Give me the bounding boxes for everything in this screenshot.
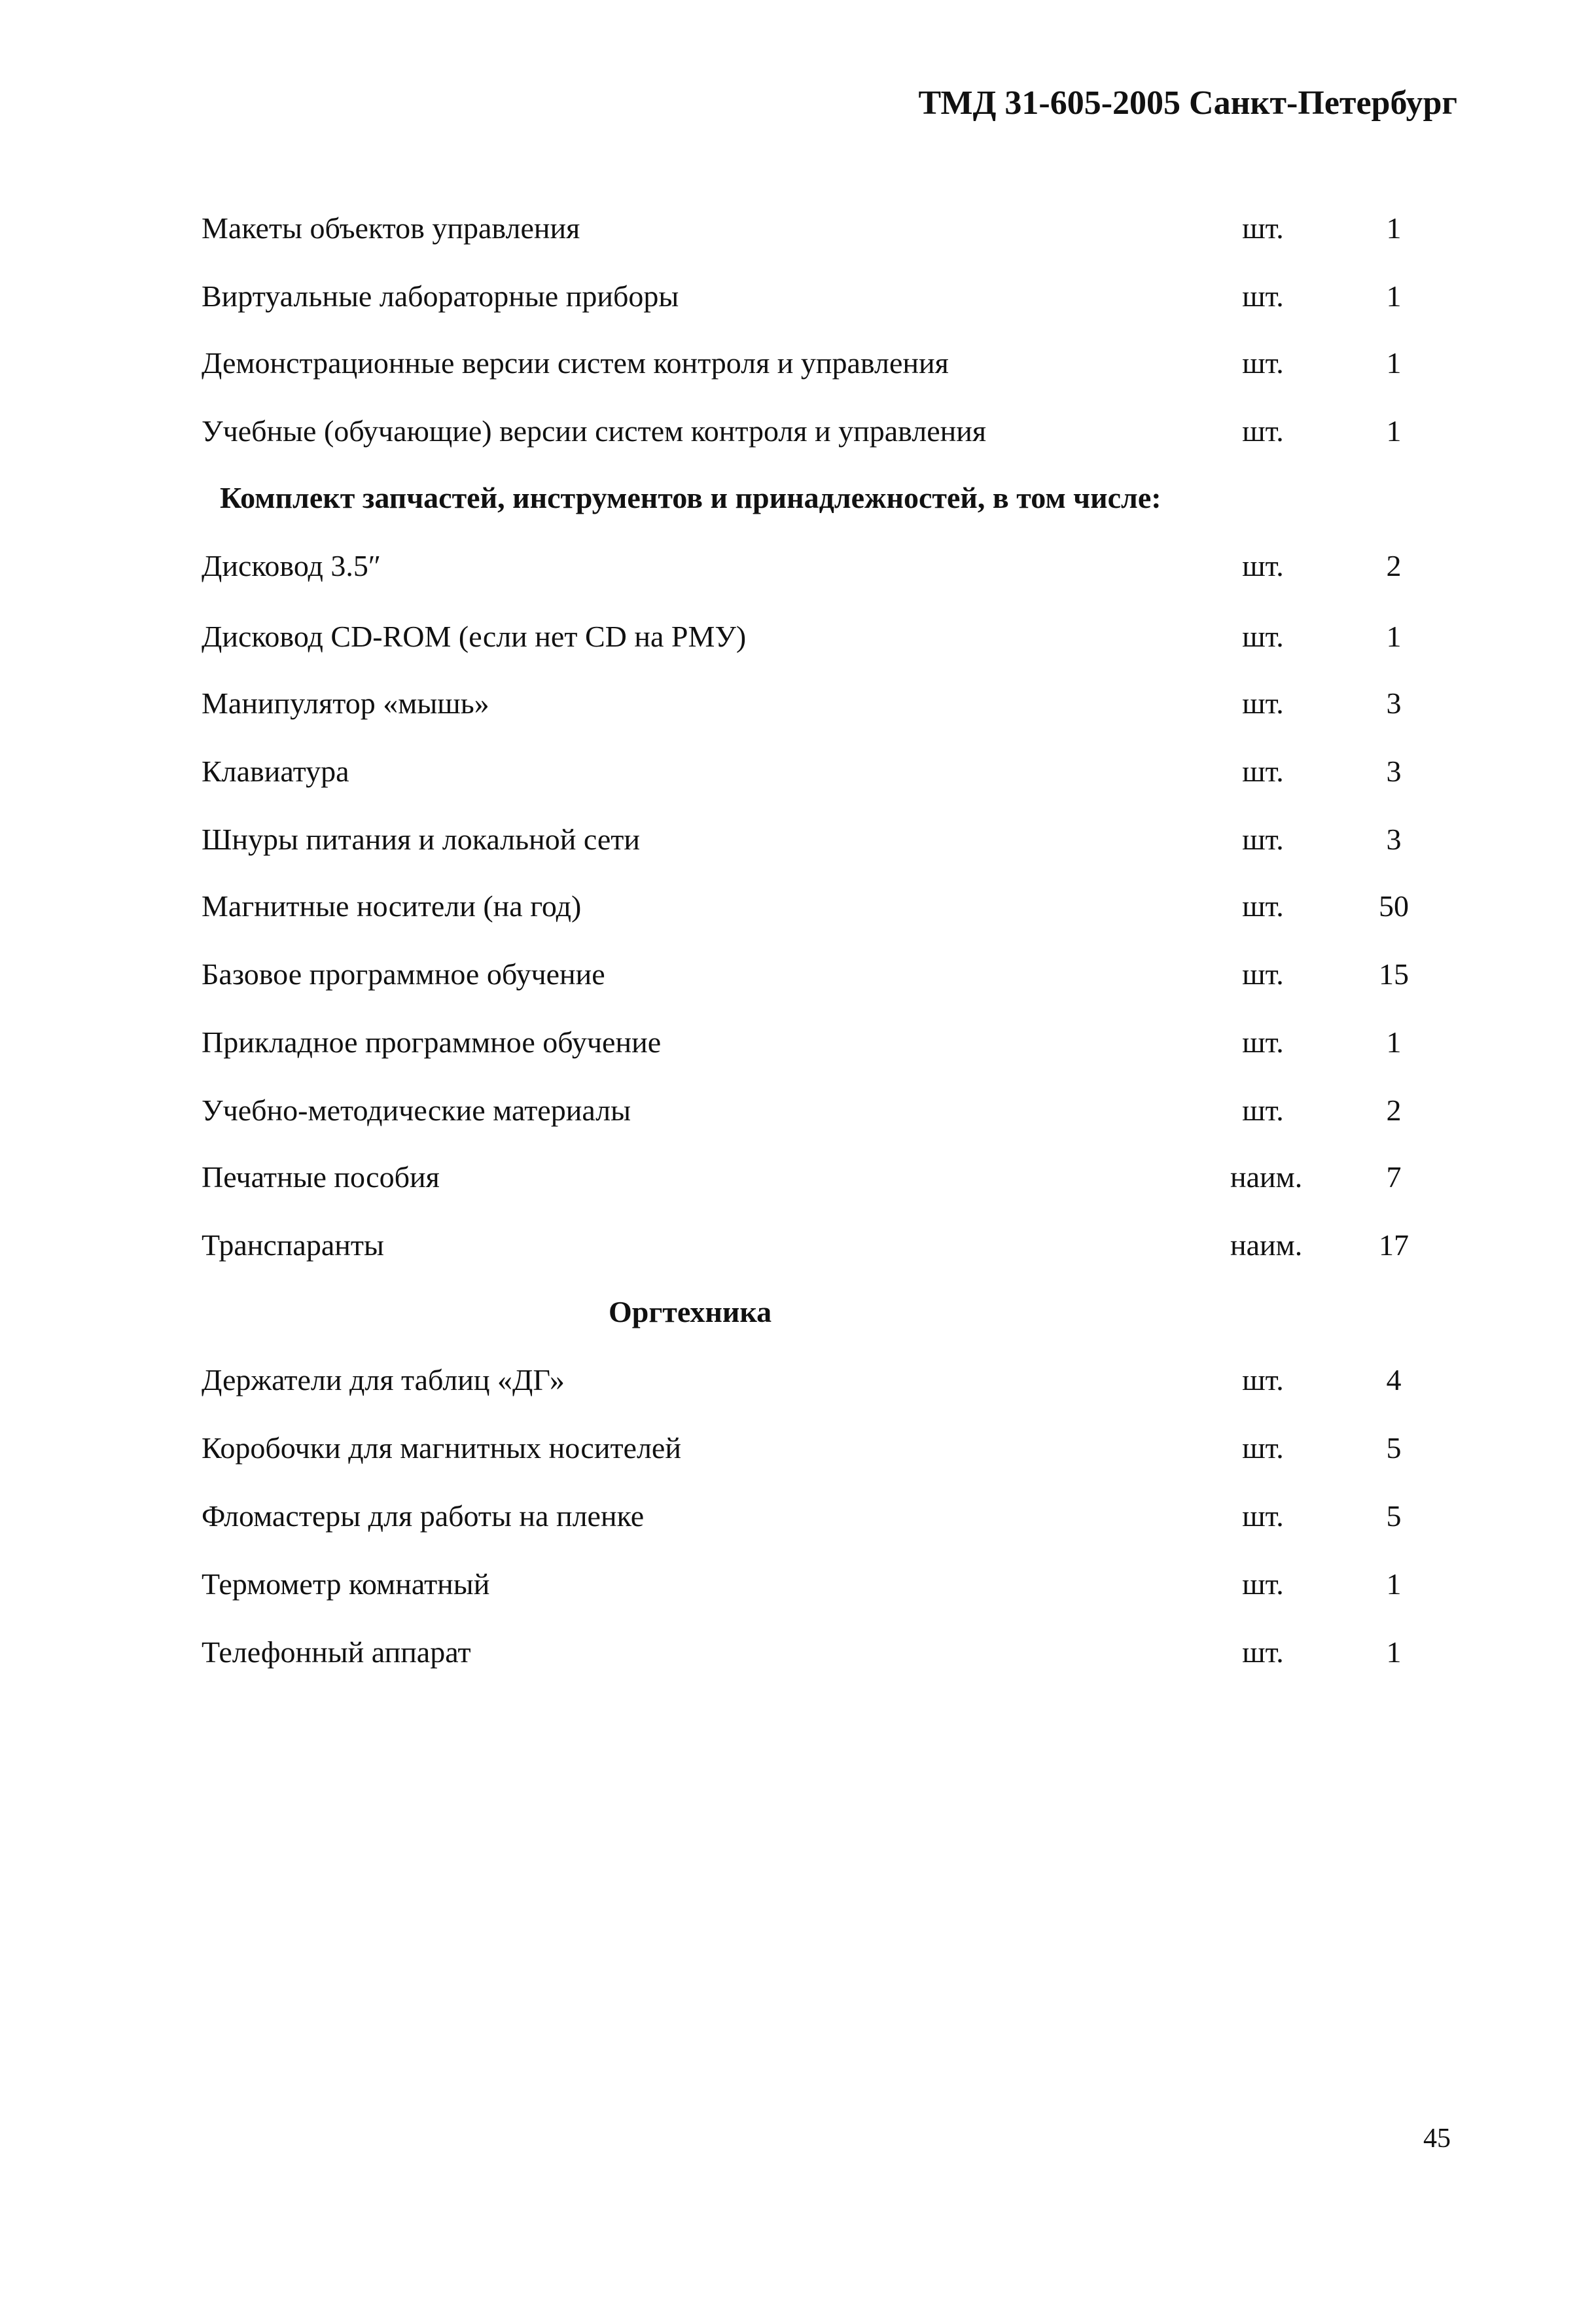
- list-item: [0, 749, 1596, 794]
- item-quantity: 1: [1386, 620, 1402, 653]
- item-unit: шт.: [1242, 1025, 1284, 1059]
- item-unit: шт.: [1242, 889, 1284, 923]
- item-quantity: 1: [1386, 346, 1402, 380]
- list-item: [0, 340, 1596, 386]
- item-name: Клавиатура: [202, 755, 349, 788]
- item-unit: шт.: [1242, 823, 1284, 856]
- item-unit: шт.: [1242, 620, 1284, 653]
- item-name: Транспаранты: [202, 1228, 384, 1262]
- list-item: [0, 1493, 1596, 1539]
- list-item: [0, 408, 1596, 454]
- list-item: [0, 1629, 1596, 1675]
- document-header: ТМД 31-605-2005 Санкт-Петербург: [918, 84, 1457, 122]
- item-quantity: 1: [1386, 279, 1402, 313]
- item-unit: шт.: [1242, 1567, 1284, 1601]
- item-name: Термометр комнатный: [202, 1567, 490, 1601]
- list-item: [0, 205, 1596, 251]
- item-name: Печатные пособия: [202, 1160, 440, 1194]
- list-item: [0, 1561, 1596, 1607]
- item-quantity: 15: [1379, 957, 1409, 991]
- item-name: Дисковод 3.5″: [202, 549, 381, 582]
- item-quantity: 1: [1386, 414, 1402, 448]
- item-name: Держатели для таблиц «ДГ»: [202, 1363, 565, 1396]
- list-item: [0, 817, 1596, 863]
- item-quantity: 1: [1386, 1025, 1402, 1059]
- item-quantity: 1: [1386, 1567, 1402, 1601]
- item-name: Учебные (обучающие) версии систем контроля и управления: [202, 414, 987, 448]
- item-quantity: 4: [1386, 1363, 1402, 1396]
- section-heading: Комплект запчастей, инструментов и принадлежностей, в том числе:: [220, 481, 1162, 514]
- list-item: [0, 274, 1596, 319]
- item-name: Базовое программное обучение: [202, 957, 605, 991]
- item-name: Демонстрационные версии систем контроля и управления: [202, 346, 949, 380]
- list-item: [0, 951, 1596, 997]
- item-quantity: 3: [1386, 755, 1402, 788]
- item-quantity: 2: [1386, 1094, 1402, 1127]
- item-quantity: 5: [1386, 1431, 1402, 1465]
- item-unit: шт.: [1242, 211, 1284, 245]
- item-unit: шт.: [1242, 414, 1284, 448]
- item-unit: шт.: [1242, 686, 1284, 720]
- page-number: 45: [1423, 2124, 1451, 2154]
- item-unit: шт.: [1242, 1635, 1284, 1669]
- list-item: [0, 1020, 1596, 1065]
- item-quantity: 1: [1386, 1635, 1402, 1669]
- item-quantity: 5: [1386, 1499, 1402, 1533]
- list-item: [0, 1357, 1596, 1403]
- item-name: Прикладное программное обучение: [202, 1025, 662, 1059]
- item-quantity: 50: [1379, 889, 1409, 923]
- item-name: Коробочки для магнитных носителей: [202, 1431, 681, 1465]
- item-quantity: 17: [1379, 1228, 1409, 1262]
- item-name: Дисковод CD-ROM (если нет CD на РМУ): [202, 620, 747, 653]
- item-name: Учебно-методические материалы: [202, 1094, 631, 1127]
- item-name: Шнуры питания и локальной сети: [202, 823, 640, 856]
- list-item: [0, 614, 1596, 660]
- item-quantity: 3: [1386, 823, 1402, 856]
- list-item: [0, 1425, 1596, 1471]
- item-unit: шт.: [1242, 1363, 1284, 1396]
- item-name: Фломастеры для работы на пленке: [202, 1499, 645, 1533]
- list-item: [0, 883, 1596, 929]
- list-item: [0, 1222, 1596, 1268]
- list-item: [0, 681, 1596, 726]
- item-quantity: 2: [1386, 549, 1402, 582]
- item-unit: шт.: [1242, 279, 1284, 313]
- item-unit: шт.: [1242, 755, 1284, 788]
- item-unit: шт.: [1242, 549, 1284, 582]
- list-item: [0, 543, 1596, 589]
- list-item: [0, 1154, 1596, 1200]
- item-unit: шт.: [1242, 957, 1284, 991]
- item-quantity: 1: [1386, 211, 1402, 245]
- item-name: Телефонный аппарат: [202, 1635, 471, 1669]
- item-unit: шт.: [1242, 346, 1284, 380]
- item-name: Виртуальные лабораторные приборы: [202, 279, 679, 313]
- section-heading: Оргтехника: [609, 1295, 772, 1328]
- item-unit: наим.: [1230, 1160, 1303, 1194]
- item-quantity: 3: [1386, 686, 1402, 720]
- item-name: Манипулятор «мышь»: [202, 686, 489, 720]
- item-unit: наим.: [1230, 1228, 1303, 1262]
- item-name: Магнитные носители (на год): [202, 889, 582, 923]
- item-quantity: 7: [1386, 1160, 1402, 1194]
- item-unit: шт.: [1242, 1499, 1284, 1533]
- item-unit: шт.: [1242, 1431, 1284, 1465]
- item-unit: шт.: [1242, 1094, 1284, 1127]
- list-item: [0, 1088, 1596, 1133]
- item-name: Макеты объектов управления: [202, 211, 580, 245]
